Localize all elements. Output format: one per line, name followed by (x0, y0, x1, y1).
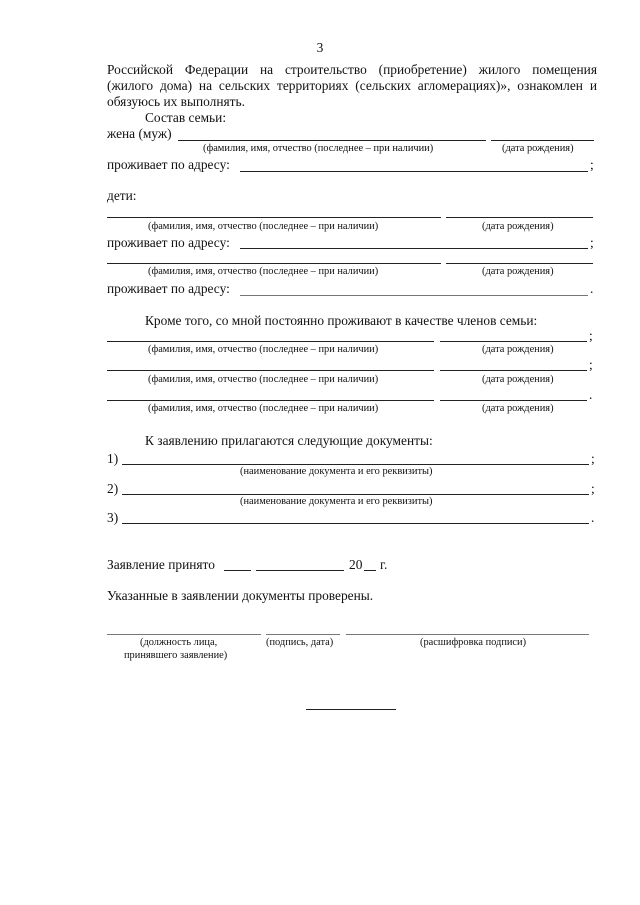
document1-number: 1) (107, 451, 119, 466)
document2-number: 2) (107, 481, 119, 496)
signature-caption: (подпись, дата) (266, 637, 334, 648)
acceptance-label: Заявление принято (107, 557, 215, 572)
footer-separator (306, 709, 396, 710)
acceptance-year-suffix: г. (380, 557, 388, 572)
document3-line[interactable] (122, 523, 589, 524)
spouse-address-semicolon: ; (590, 157, 594, 172)
child2-address-period: . (590, 281, 594, 296)
verified-text: Указанные в заявлении документы проверены. (107, 588, 374, 603)
position-line[interactable] (107, 634, 261, 635)
document2-semicolon: ; (591, 481, 595, 496)
acceptance-year-prefix: 20 (349, 557, 363, 572)
child1-fio-line[interactable] (107, 217, 441, 218)
document1-line[interactable] (122, 464, 589, 465)
child2-dob-caption: (дата рождения) (482, 266, 554, 277)
intro-line-1: Российской Федерации на строительство (приобретение) жилого помещения (107, 62, 597, 77)
spouse-dob-line[interactable] (491, 140, 594, 141)
document3-number: 3) (107, 510, 119, 525)
child1-address-label: проживает по адресу: (107, 235, 230, 250)
other1-semicolon: ; (589, 328, 593, 343)
signature-line[interactable] (266, 634, 340, 635)
other3-dob-line[interactable] (440, 400, 587, 401)
document2-line[interactable] (122, 494, 589, 495)
other1-dob-line[interactable] (440, 341, 587, 342)
family-heading: Состав семьи: (145, 110, 227, 125)
acceptance-day-line[interactable] (224, 570, 251, 571)
document1-semicolon: ; (591, 451, 595, 466)
other2-dob-caption: (дата рождения) (482, 374, 554, 385)
child2-dob-line[interactable] (446, 263, 593, 264)
other2-fio-caption: (фамилия, имя, отчество (последнее – при наличии) (148, 374, 379, 385)
other3-fio-caption: (фамилия, имя, отчество (последнее – при наличии) (148, 403, 379, 414)
other1-fio-line[interactable] (107, 341, 434, 342)
documents-heading: К заявлению прилагаются следующие документы: (145, 433, 433, 448)
spouse-address-line[interactable] (240, 171, 588, 172)
child2-fio-line[interactable] (107, 263, 441, 264)
signature-decode-caption: (расшифровка подписи) (420, 637, 527, 648)
position-caption-2: принявшего заявление) (124, 650, 228, 661)
document1-caption: (наименование документа и его реквизиты) (240, 466, 433, 477)
spouse-address-label: проживает по адресу: (107, 157, 230, 172)
acceptance-month-line[interactable] (256, 570, 344, 571)
other2-fio-line[interactable] (107, 370, 434, 371)
spouse-fio-caption: (фамилия, имя, отчество (последнее – при наличии) (203, 143, 434, 154)
others-heading: Кроме того, со мной постоянно проживают в качестве членов семьи: (145, 313, 538, 328)
other2-semicolon: ; (589, 357, 593, 372)
child1-address-semicolon: ; (590, 235, 594, 250)
spouse-label: жена (муж) (107, 126, 172, 141)
page-number: 3 (316, 40, 324, 55)
other3-fio-line[interactable] (107, 400, 434, 401)
spouse-dob-caption: (дата рождения) (502, 143, 574, 154)
other2-dob-line[interactable] (440, 370, 587, 371)
child1-address-line[interactable] (240, 248, 588, 249)
document3-period: . (591, 510, 595, 525)
child1-dob-line[interactable] (446, 217, 593, 218)
spouse-fio-line[interactable] (178, 140, 486, 141)
document2-caption: (наименование документа и его реквизиты) (240, 496, 433, 507)
child1-fio-caption: (фамилия, имя, отчество (последнее – при наличии) (148, 221, 379, 232)
children-label: дети: (107, 188, 137, 203)
other1-dob-caption: (дата рождения) (482, 344, 554, 355)
child2-address-line[interactable] (240, 295, 588, 296)
other1-fio-caption: (фамилия, имя, отчество (последнее – при наличии) (148, 344, 379, 355)
intro-line-2: (жилого дома) на сельских территориях (сельских агломерациях)», ознакомлен и (107, 78, 597, 93)
child2-fio-caption: (фамилия, имя, отчество (последнее – при наличии) (148, 266, 379, 277)
position-caption-1: (должность лица, (140, 637, 218, 648)
intro-line-3: обязуюсь их выполнять. (107, 94, 245, 109)
acceptance-year-line[interactable] (364, 570, 376, 571)
other3-dob-caption: (дата рождения) (482, 403, 554, 414)
other3-period: . (589, 387, 593, 402)
child2-address-label: проживает по адресу: (107, 281, 230, 296)
signature-decode-line[interactable] (346, 634, 589, 635)
child1-dob-caption: (дата рождения) (482, 221, 554, 232)
